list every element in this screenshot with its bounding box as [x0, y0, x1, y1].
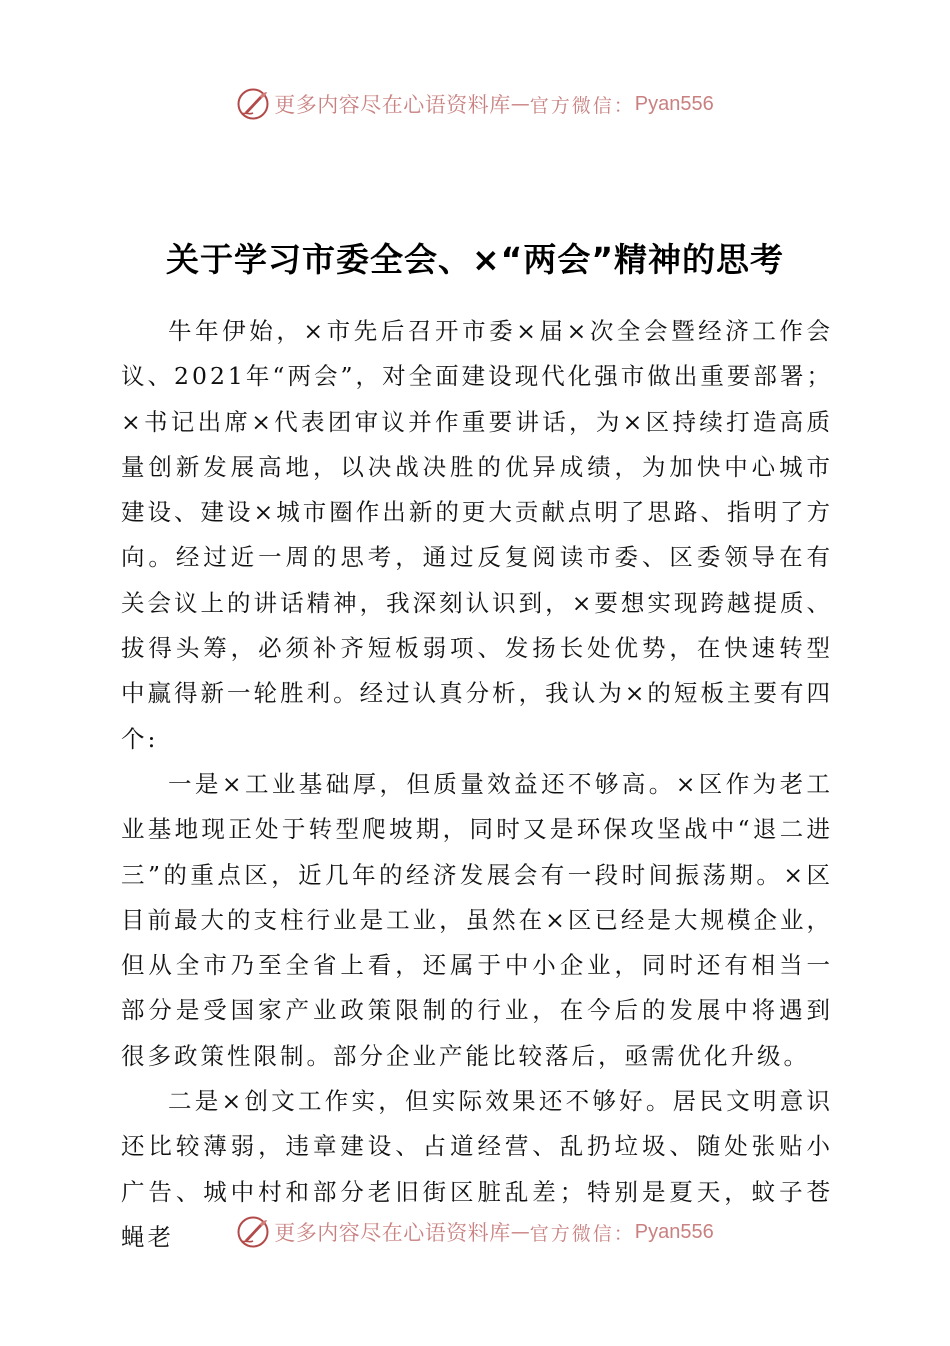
- banner-wechat-label: 官方微信：: [529, 1222, 635, 1245]
- banner-wechat-label: 官方微信：: [529, 94, 635, 117]
- banner-wechat-id: Pyan556: [634, 1220, 714, 1243]
- banner-brand-text: 更多内容尽在心语资料库: [274, 1221, 511, 1245]
- footer-banner: [0, 1210, 950, 1254]
- quill-pen-logo-icon: [236, 87, 270, 121]
- document-title: 关于学习市委全会、×“两会”精神的思考: [165, 240, 785, 279]
- banner-separator: —: [510, 93, 530, 115]
- banner-separator: —: [510, 1221, 530, 1243]
- body-paragraph-point-one: 一是×工业基础厚，但质量效益还不够高。×区作为老工业基地现正处于转型爬坡期，同时又是环保攻坚战中“退二进三”的重点区，近几年的经济发展会有一段时间振荡期。×区目前最大的支柱行业是工业，虽然在×区已经是大规模企业，但从全市乃至全省上看，还属于中小企业，同时还有相当一部分是受国家产业政策限制的行业，在今后的发展中将遇到很多政策性限制。部分企业产能比较落后，亟需优化升级。: [121, 769, 833, 1070]
- body-paragraph-point-two: 二是×创文工作实，但实际效果还不够好。居民文明意识还比较薄弱，违章建设、占道经营、乱扔垃圾、随处张贴小广告、城中村和部分老旧街区脏乱差；特别是夏天，蚊子苍蝇老: [121, 1087, 833, 1251]
- header-banner: [0, 82, 950, 126]
- banner-wechat-id: Pyan556: [634, 92, 714, 115]
- banner-brand-text: 更多内容尽在心语资料库: [274, 93, 511, 117]
- quill-pen-logo-icon: [236, 1215, 270, 1249]
- body-paragraph-intro: 牛年伊始，×市先后召开市委×届×次全会暨经济工作会议、2021年“两会”，对全面建设现代化强市做出重要部署；×书记出席×代表团审议并作重要讲话，为×区持续打造高质量创新发展高地，以决战决胜的优异成绩，为加快中心城市建设、建设×城市圈作出新的更大贡献点明了思路、指明了方向。经过近一周的思考，通过反复阅读市委、区委领导在有关会议上的讲话精神，我深刻认识到，×要想实现跨越提质、拔得头筹，必须补齐短板弱项、发扬长处优势，在快速转型中赢得新一轮胜利。经过认真分析，我认为×的短板主要有四个:: [121, 317, 833, 753]
